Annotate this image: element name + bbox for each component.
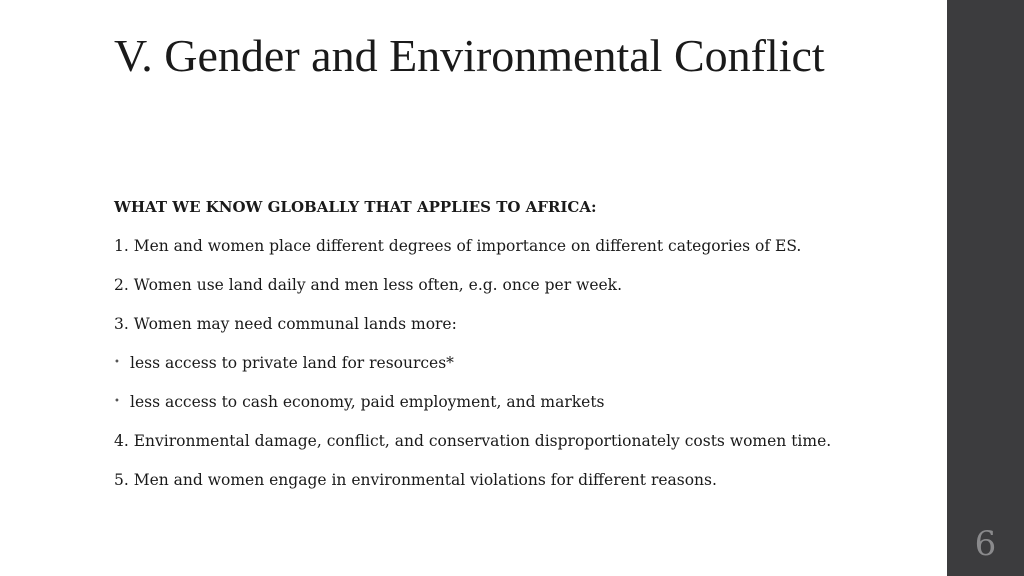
slide-number: 6 — [974, 524, 997, 564]
bullet-icon: • — [114, 396, 120, 407]
bullet-text: less access to cash economy, paid employment, and markets — [130, 393, 605, 411]
section-heading: WHAT WE KNOW GLOBALLY THAT APPLIES TO AFRICA: — [114, 198, 597, 216]
point-5: 5. Men and women engage in environmental violations for different reasons. — [114, 471, 717, 489]
bullet-icon: • — [114, 357, 120, 368]
point-3: 3. Women may need communal lands more: — [114, 315, 457, 333]
point-4: 4. Environmental damage, conflict, and conservation disproportionately costs women time. — [114, 432, 832, 450]
bullet-item — [114, 391, 834, 413]
point-2: 2. Women use land daily and men less often, e.g. once per week. — [114, 276, 622, 294]
slide-content — [114, 196, 834, 508]
bullet-text: less access to private land for resources* — [130, 354, 454, 372]
slide-title: V. Gender and Environmental Conflict — [114, 30, 825, 81]
point-1: 1. Men and women place different degrees of importance on different categories of ES. — [114, 237, 802, 255]
bullet-item — [114, 352, 834, 374]
sidebar-panel — [947, 0, 1024, 576]
